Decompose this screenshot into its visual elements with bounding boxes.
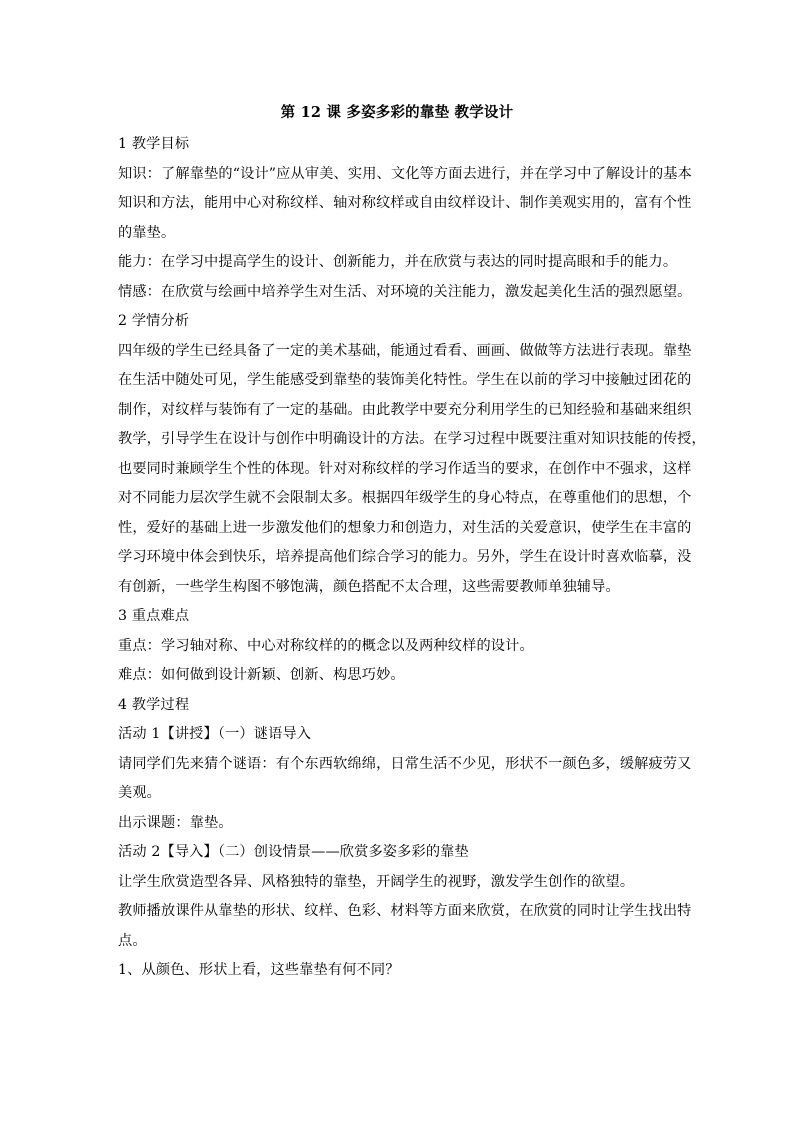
- paragraph-line: 四年级的学生已经具备了一定的美术基础，能通过看看、画画、做做等方法进行表现。靠垫: [118, 342, 692, 359]
- paragraph-line: 出示课题：靠垫。: [118, 814, 233, 831]
- paragraph-line: 让学生欣赏造型各异、风格独特的靠垫，开阔学生的视野，激发学生创作的欲望。: [118, 873, 635, 890]
- paragraph-line: 1、从颜色、形状上看，这些靠垫有何不同？: [118, 962, 400, 978]
- paragraph-line: 也要同时兼顾学生个性的体现。针对对称纹样的学习作适当的要求，在创作中不强求，这样: [118, 460, 692, 477]
- paragraph-line: 制作，对纹样与装饰有了一定的基础。由此教学中要充分利用学生的已知经验和基础来组织: [118, 401, 692, 418]
- section-heading-process: 4 教学过程: [118, 696, 190, 713]
- paragraph-line: 性，爱好的基础上进一步激发他们的想象力和创造力，对生活的关爱意识，使学生在丰富的: [118, 519, 692, 536]
- section-heading-key-points: 3 重点难点: [118, 608, 190, 624]
- paragraph-line: 教学，引导学生在设计与创作中明确设计的方法。在学习过程中既要注重对知识技能的传授，: [118, 431, 706, 447]
- paragraph-line: 对不同能力层次学生就不会限制太多。根据四年级学生的身心特点，在尊重他们的思想，个: [118, 490, 692, 506]
- paragraph-line: 有创新，一些学生构图不够饱满，颜色搭配不太合理，这些需要教师单独辅导。: [118, 578, 620, 595]
- document-title: 第 12 课 多姿多彩的靠垫 教学设计: [280, 104, 514, 121]
- section-heading-objectives: 1 教学目标: [118, 136, 190, 152]
- paragraph-line: 难点：如何做到设计新颖、创新、构思巧妙。: [118, 667, 405, 683]
- paragraph-line: 点。: [118, 932, 147, 949]
- paragraph-line: 知识和方法，能用中心对称纹样、轴对称纹样或自由纹样设计、制作美观实用的，富有个性: [118, 195, 692, 211]
- paragraph-line: 知识：了解靠垫的“设计”应从审美、实用、文化等方面去进行，并在学习中了解设计的基本: [118, 165, 692, 182]
- paragraph-line: 的靠垫。: [118, 224, 176, 241]
- paragraph-line: 情感：在欣赏与绘画中培养学生对生活、对环境的关注能力，激发起美化生活的强烈愿望。: [118, 283, 692, 300]
- activity-heading: 活动 2【导入】（二）创设情景——欣赏多姿多彩的靠垫: [118, 844, 469, 860]
- document-body: [118, 130, 706, 986]
- paragraph-line: 能力：在学习中提高学生的设计、创新能力，并在欣赏与表达的同时提高眼和手的能力。: [118, 254, 678, 270]
- paragraph-line: 请同学们先来猜个谜语：有个东西软绵绵，日常生活不少见，形状不一颜色多，缓解疲劳又: [118, 755, 692, 772]
- section-heading-analysis: 2 学情分析: [118, 313, 190, 329]
- activity-heading: 活动 1【讲授】（一）谜语导入: [118, 726, 312, 742]
- paragraph-line: 美观。: [118, 785, 162, 801]
- paragraph-line: 在生活中随处可见，学生能感受到靠垫的装饰美化特性。学生在以前的学习中接触过团花的: [118, 372, 692, 388]
- paragraph-line: 学习环境中体会到快乐，培养提高他们综合学习的能力。另外，学生在设计时喜欢临摹，没: [118, 549, 692, 565]
- paragraph-line: 教师播放课件从靠垫的形状、纹样、色彩、材料等方面来欣赏，在欣赏的同时让学生找出特: [118, 903, 692, 919]
- paragraph-line: 重点：学习轴对称、中心对称纹样的的概念以及两种纹样的设计。: [118, 637, 534, 654]
